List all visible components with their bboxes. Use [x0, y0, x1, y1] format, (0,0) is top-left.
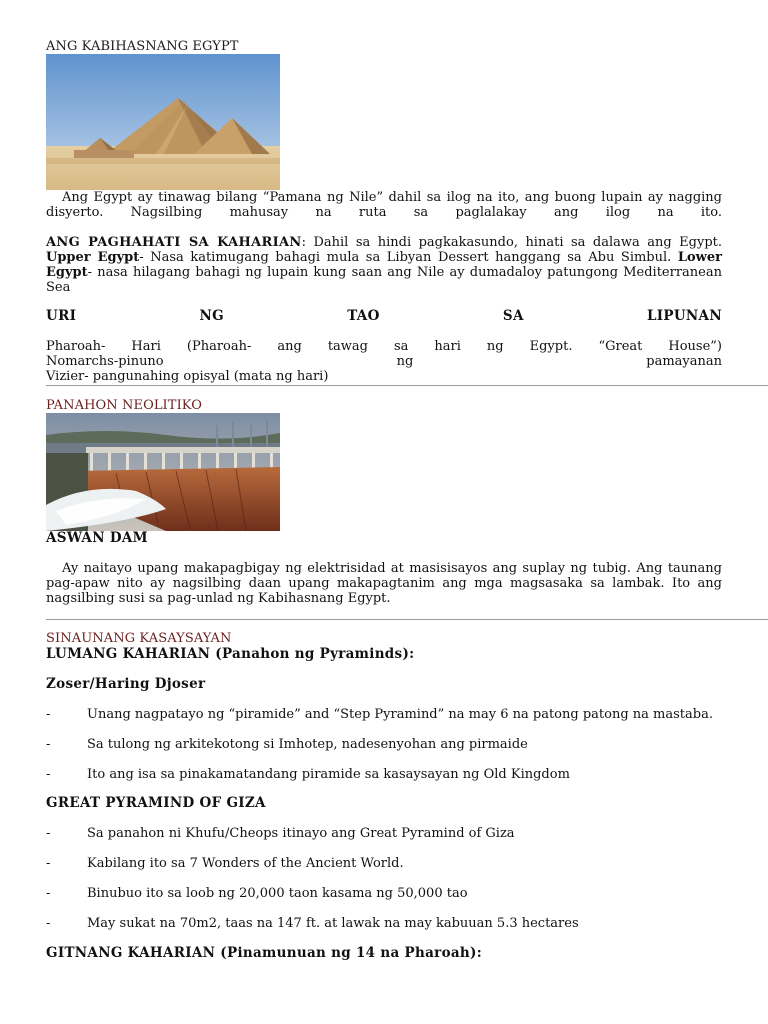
- bullet-dash: -: [46, 826, 51, 841]
- list-item-text: Unang nagpatayo ng “piramide” and “Step Pyramind” na may 6 na patong patong na mastaba.: [87, 707, 713, 722]
- heading-word: NG: [199, 308, 224, 324]
- aswan-dam-paragraph: Ay naitayo upang makapagbigay ng elektrisidad at masisisayos ang suplay ng tubig. Ang taunang pag-apaw nito ay nagsilbing daan upang makapagtanim ang mga magsasaka sa lambak. Ito ang nagsilbing susi sa pag-unlad ng Kabihasnang Egypt.: [46, 561, 722, 606]
- list-item-text: Sa tulong ng arkitekotong si Imhotep, nadesenyohan ang pirmaide: [87, 737, 528, 752]
- lower-egypt-label: Lower Egypt: [46, 250, 722, 280]
- divider: [46, 385, 768, 386]
- list-item-text: Sa panahon ni Khufu/Cheops itinayo ang Great Pyramind of Giza: [87, 826, 515, 841]
- kingdom-division-label: ANG PAGHAHATI SA KAHARIAN: [46, 235, 302, 250]
- giza-heading: GREAT PYRAMIND OF GIZA: [46, 795, 266, 811]
- heading-word: SA: [502, 308, 524, 324]
- lower-egypt-text: - nasa hilagang bahagi ng lupain kung saan ang Nile ay dumadaloy patungong Mediterranean Sea: [46, 265, 722, 295]
- middle-kingdom-heading: GITNANG KAHARIAN (Pinamunuan ng 14 na Pharoah):: [46, 945, 483, 961]
- kingdom-division-text: : Dahil sa hindi pagkakasundo, hinati sa dalawa ang Egypt.: [301, 235, 722, 250]
- list-item-text: May sukat na 70m2, taas na 147 ft. at lawak na may kabuuan 5.3 hectares: [87, 916, 579, 931]
- heading-word: TAO: [347, 308, 380, 324]
- list-item-text: Binubuo ito sa loob ng 20,000 taon kasama ng 50,000 tao: [87, 886, 468, 901]
- section-title-neolithic: PANAHON NEOLITIKO: [46, 398, 203, 413]
- list-item-text: Ito ang isa sa pinakamatandang piramide sa kasaysayan ng Old Kingdom: [87, 767, 570, 782]
- heading-word: URI: [46, 308, 77, 324]
- bullet-dash: -: [46, 707, 51, 722]
- upper-egypt-label: Upper Egypt: [46, 250, 140, 265]
- bullet-dash: -: [46, 737, 51, 752]
- section-title-history: SINAUNANG KASAYSAYAN: [46, 631, 232, 646]
- bullet-dash: -: [46, 856, 51, 871]
- bullet-dash: -: [46, 916, 51, 931]
- zoser-heading: Zoser/Haring Djoser: [46, 676, 206, 692]
- pyramids-photo: [46, 54, 280, 190]
- class-line-vizier: Vizier- pangunahing opisyal (mata ng hari): [46, 369, 329, 384]
- upper-egypt-text: - Nasa katimugang bahagi mula sa Libyan Dessert hanggang sa Abu Simbul.: [139, 250, 672, 265]
- list-item-text: Kabilang ito sa 7 Wonders of the Ancient World.: [87, 856, 404, 871]
- egypt-intro-line-2: disyerto. Nagsilbing mahusay na ruta sa paglalakay ang ilog na ito.: [46, 205, 722, 220]
- heading-word: LIPUNAN: [646, 308, 722, 324]
- section-title-egypt: ANG KABIHASNANG EGYPT: [46, 39, 239, 54]
- class-line-nomarchs: Nomarchs-pinuno ng pamayanan: [46, 354, 722, 369]
- social-classes-list: [46, 339, 722, 384]
- egypt-intro-line-1: Ang Egypt ay tinawag bilang “Pamana ng Nile” dahil sa ilog na ito, ang buong lupain ay nagging: [62, 190, 722, 205]
- social-classes-heading: [46, 309, 722, 324]
- egypt-intro-paragraph: [46, 190, 722, 220]
- bullet-dash: -: [46, 886, 51, 901]
- aswan-dam-heading: ASWAN DAM: [46, 530, 148, 546]
- class-line-pharoah: Pharoah- Hari (Pharoah- ang tawag sa hari ng Egypt. “Great House”): [46, 339, 722, 354]
- kingdom-division-paragraph: [46, 235, 722, 295]
- aswan-dam-photo: [46, 413, 280, 531]
- old-kingdom-heading: LUMANG KAHARIAN (Panahon ng Pyraminds):: [46, 646, 415, 662]
- bullet-dash: -: [46, 767, 51, 782]
- divider: [46, 619, 768, 620]
